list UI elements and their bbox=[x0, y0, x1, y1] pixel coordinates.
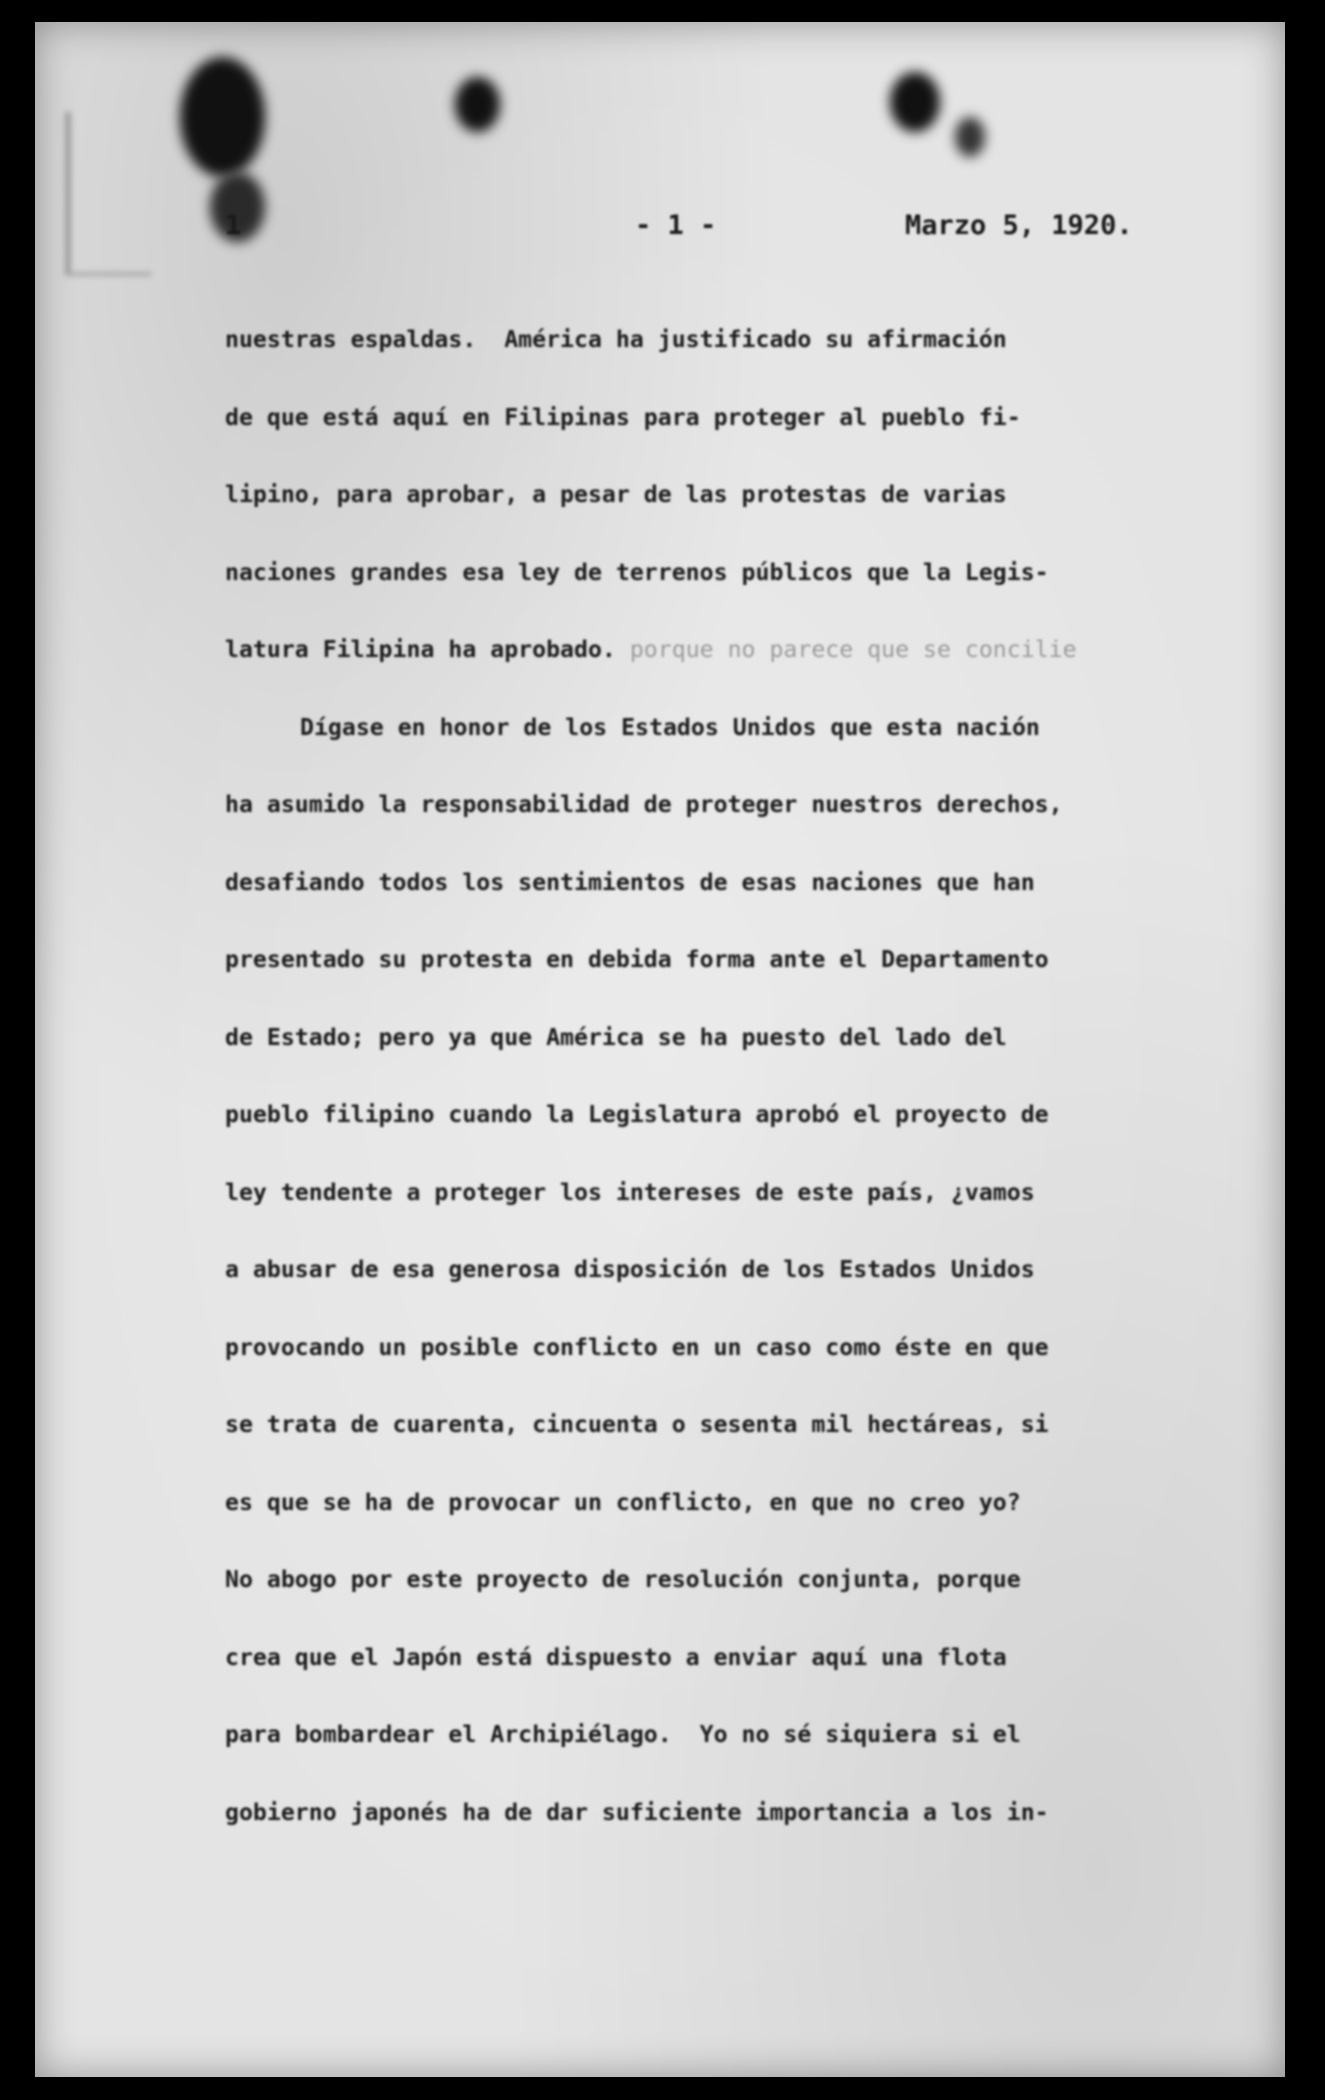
text-line: latura Filipina ha aprobado. porque no parece que se concilie bbox=[225, 636, 1077, 663]
text-line: lipino, para aprobar, a pesar de las protestas de varias bbox=[225, 481, 1007, 508]
text-line: de Estado; pero ya que América se ha puesto del lado del bbox=[225, 1023, 1007, 1051]
text-line: es que se ha de provocar un conflicto, en que no creo yo? bbox=[225, 1488, 1021, 1516]
text-line: No abogo por este proyecto de resolución conjunta, porque bbox=[225, 1566, 1021, 1593]
scan-edge-shadow bbox=[65, 112, 151, 276]
text-line: se trata de cuarenta, cincuenta o sesenta mil hectáreas, si bbox=[225, 1411, 1049, 1438]
text-line: pueblo filipino cuando la Legislatura aprobó el proyecto de bbox=[225, 1101, 1049, 1128]
text-line: ley tendente a proteger los intereses de este país, ¿vamos bbox=[225, 1178, 1035, 1206]
page-header bbox=[0, 210, 1325, 250]
page-number: - 1 - bbox=[635, 210, 717, 241]
text-line: presentado su protesta en debida forma ante el Departamento bbox=[225, 946, 1049, 973]
text-line: nuestras espaldas. América ha justificado su afirmación bbox=[225, 326, 1007, 353]
text-line: naciones grandes esa ley de terrenos públicos que la Legis- bbox=[225, 558, 1049, 586]
document-date: Marzo 5, 1920. bbox=[905, 210, 1133, 241]
document-body bbox=[225, 320, 1165, 1870]
punch-hole bbox=[890, 72, 940, 132]
text-line: provocando un posible conflicto en un caso como éste en que bbox=[225, 1333, 1049, 1361]
text-line: ha asumido la responsabilidad de proteger nuestros derechos, bbox=[225, 791, 1063, 818]
text-line: de que está aquí en Filipinas para proteger al pueblo fi- bbox=[225, 403, 1021, 431]
text-line: a abusar de esa generosa disposición de los Estados Unidos bbox=[225, 1256, 1035, 1283]
punch-hole-mark bbox=[180, 57, 265, 177]
page-code: 1 bbox=[225, 210, 242, 241]
faded-text: porque no parece que se concilie bbox=[615, 636, 1077, 663]
text-line: crea que el Japón está dispuesto a enviar aquí una flota bbox=[225, 1643, 1007, 1671]
ink-smudge bbox=[955, 117, 985, 157]
text-line: para bombardear el Archipiélago. Yo no sé siquiera si el bbox=[225, 1721, 1021, 1748]
paragraph-start-line: Dígase en honor de los Estados Unidos que esta nación bbox=[300, 713, 1040, 741]
text-line: desafiando todos los sentimientos de esas naciones que han bbox=[225, 868, 1035, 896]
punch-hole bbox=[455, 77, 500, 132]
text-line: gobierno japonés ha de dar suficiente importancia a los in- bbox=[225, 1798, 1049, 1826]
